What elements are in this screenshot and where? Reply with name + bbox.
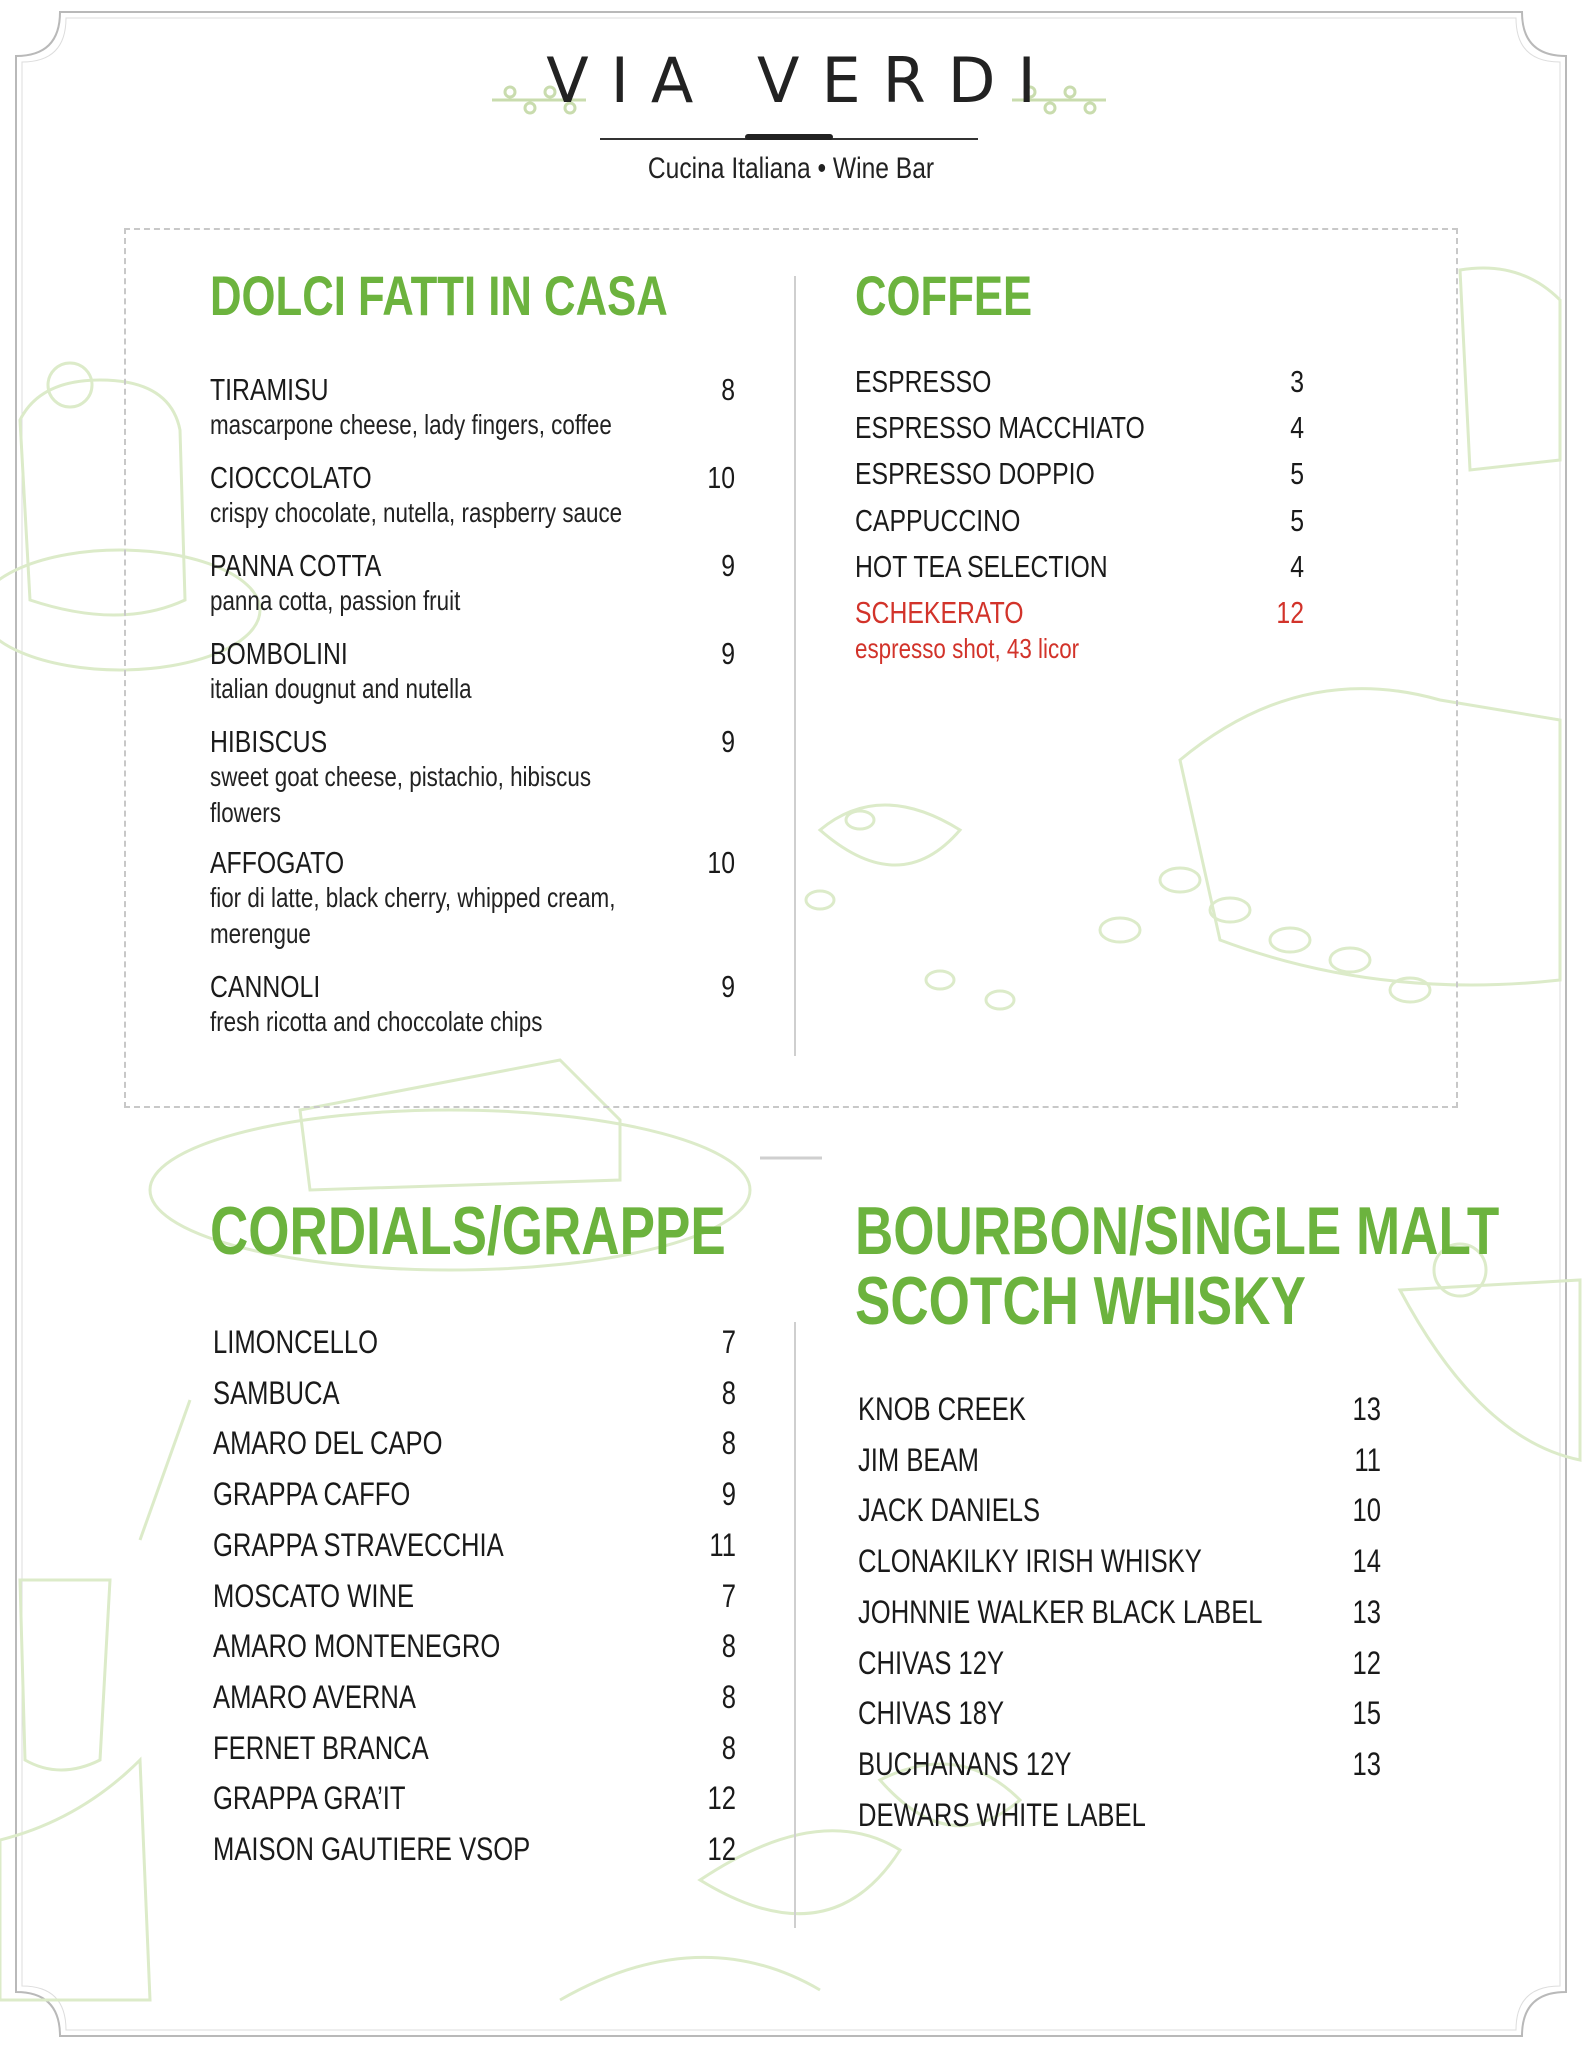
cordials-item-price: 8 <box>721 1628 736 1665</box>
dolci-item-description: merengue <box>210 918 311 949</box>
dolci-item-description: crispy chocolate, nutella, raspberry sauce <box>210 497 623 528</box>
dolci-item-name: BOMBOLINI <box>210 636 348 671</box>
bourbon-item-name: DEWARS WHITE LABEL <box>858 1796 1146 1833</box>
coffee-item-name: ESPRESSO <box>855 364 992 399</box>
bourbon-item-name: JOHNNIE WALKER BLACK LABEL <box>858 1593 1263 1630</box>
dolci-item-description: italian dougnut and nutella <box>210 673 472 704</box>
cordials-item-price: 7 <box>721 1577 736 1614</box>
cordials-item-name: GRAPPA GRA’IT <box>213 1780 406 1817</box>
coffee-item-name: HOT TEA SELECTION <box>855 548 1108 584</box>
dolci-item-price: 10 <box>707 845 735 880</box>
bourbon-item-name: KNOB CREEK <box>858 1391 1026 1427</box>
dolci-item-description: flowers <box>210 797 281 828</box>
logo-knife-fork-mark <box>745 134 833 140</box>
dolci-item-price: 9 <box>721 636 735 671</box>
coffee-item-price: 3 <box>1290 364 1304 399</box>
dolci-item-price: 9 <box>721 548 735 583</box>
cordials-item-price: 7 <box>721 1324 736 1360</box>
cordials-item-price: 12 <box>707 1831 736 1867</box>
drink-glass-sketch <box>20 1580 110 1770</box>
cordials-item-price: 8 <box>721 1678 736 1715</box>
bourbon-item-price: 11 <box>1354 1441 1381 1478</box>
dolci-title: DOLCI FATTI IN CASA <box>210 264 668 327</box>
coffee-title: COFFEE <box>855 264 1033 327</box>
coffee-item-price: 5 <box>1290 456 1304 492</box>
cordials-title: CORDIALS/GRAPPE <box>210 1193 726 1269</box>
column-divider-bottom <box>794 1322 796 1928</box>
cordials-item-name: MAISON GAUTIERE VSOP <box>213 1831 531 1867</box>
bourbon-item-price: 12 <box>1352 1644 1381 1681</box>
cordials-item-name: SAMBUCA <box>213 1374 340 1411</box>
cordials-item-price: 8 <box>721 1729 736 1766</box>
cordials-item-name: FERNET BRANCA <box>213 1729 429 1766</box>
coffee-special-description: espresso shot, 43 licor <box>855 633 1080 664</box>
cordials-item-name: GRAPPA CAFFO <box>213 1476 411 1513</box>
dolci-item-description: fresh ricotta and choccolate chips <box>210 1006 543 1037</box>
dolci-item-description: mascarpone cheese, lady fingers, coffee <box>210 409 612 440</box>
dolci-item-price: 10 <box>707 460 735 495</box>
dolci-item-description: sweet goat cheese, pistachio, hibiscus <box>210 761 592 792</box>
dolci-item-price: 8 <box>721 372 735 407</box>
bourbon-item-price: 13 <box>1352 1593 1381 1630</box>
brand-tagline: Cucina Italiana • Wine Bar <box>647 152 935 185</box>
bourbon-item-name: CHIVAS 18Y <box>858 1695 1005 1732</box>
dolci-item-name: CANNOLI <box>210 969 321 1004</box>
bourbon-title-line2: SCOTCH WHISKY <box>855 1263 1306 1339</box>
coffee-item-name: ESPRESSO MACCHIATO <box>855 410 1145 446</box>
coffee-item-price: 4 <box>1290 548 1304 584</box>
bourbon-item-price: 14 <box>1352 1543 1381 1580</box>
dolci-item-name: TIRAMISU <box>210 372 329 407</box>
bourbon-title-line1: BOURBON/SINGLE MALT <box>855 1193 1500 1269</box>
dolci-item-name: CIOCCOLATO <box>210 460 372 495</box>
bourbon-item-name: JIM BEAM <box>858 1441 979 1478</box>
coffee-item-name: CAPPUCCINO <box>855 502 1021 538</box>
coffee-item-price: 4 <box>1290 410 1304 446</box>
dolci-item-name: PANNA COTTA <box>210 548 382 583</box>
dolci-item-name: HIBISCUS <box>210 724 328 759</box>
cordials-item-price: 8 <box>721 1425 736 1462</box>
cordials-item-name: GRAPPA STRAVECCHIA <box>213 1526 504 1563</box>
cordials-item-name: LIMONCELLO <box>213 1324 379 1360</box>
dolci-item-description: panna cotta, passion fruit <box>210 585 461 616</box>
cordials-item-price: 12 <box>707 1780 736 1817</box>
bourbon-item-name: CHIVAS 12Y <box>858 1644 1005 1681</box>
coffee-special-name: SCHEKERATO <box>855 595 1024 630</box>
cordials-item-name: AMARO DEL CAPO <box>213 1425 443 1462</box>
cordials-item-price: 11 <box>709 1526 736 1563</box>
bourbon-item-price: 13 <box>1352 1745 1381 1782</box>
cordials-item-name: MOSCATO WINE <box>213 1577 415 1614</box>
bourbon-item-name: BUCHANANS 12Y <box>858 1745 1072 1782</box>
bourbon-item-price: 13 <box>1352 1391 1381 1427</box>
cocktail-glass-sketch <box>1400 1280 1580 1460</box>
cordials-item-name: AMARO MONTENEGRO <box>213 1628 501 1665</box>
coffee-item-price: 5 <box>1290 502 1304 538</box>
dolci-item-description: fior di latte, black cherry, whipped cream, <box>210 882 616 913</box>
dolci-item-price: 9 <box>721 969 735 1004</box>
bourbon-item-name: CLONAKILKY IRISH WHISKY <box>858 1543 1202 1580</box>
cordials-item-name: AMARO AVERNA <box>213 1678 416 1715</box>
column-divider-top <box>794 276 796 1056</box>
bourbon-item-price: 10 <box>1352 1492 1381 1529</box>
coffee-special-price: 12 <box>1276 595 1304 630</box>
brand-logo: VIA VERDI <box>546 44 1058 117</box>
dolci-item-price: 9 <box>721 724 735 759</box>
cordials-item-price: 8 <box>721 1374 736 1411</box>
bourbon-item-price: 15 <box>1352 1695 1381 1732</box>
bourbon-item-name: JACK DANIELS <box>858 1492 1041 1529</box>
dolci-item-name: AFFOGATO <box>210 845 345 880</box>
menu-header <box>0 44 1582 185</box>
cordials-item-price: 9 <box>721 1476 736 1513</box>
coffee-item-name: ESPRESSO DOPPIO <box>855 456 1095 492</box>
